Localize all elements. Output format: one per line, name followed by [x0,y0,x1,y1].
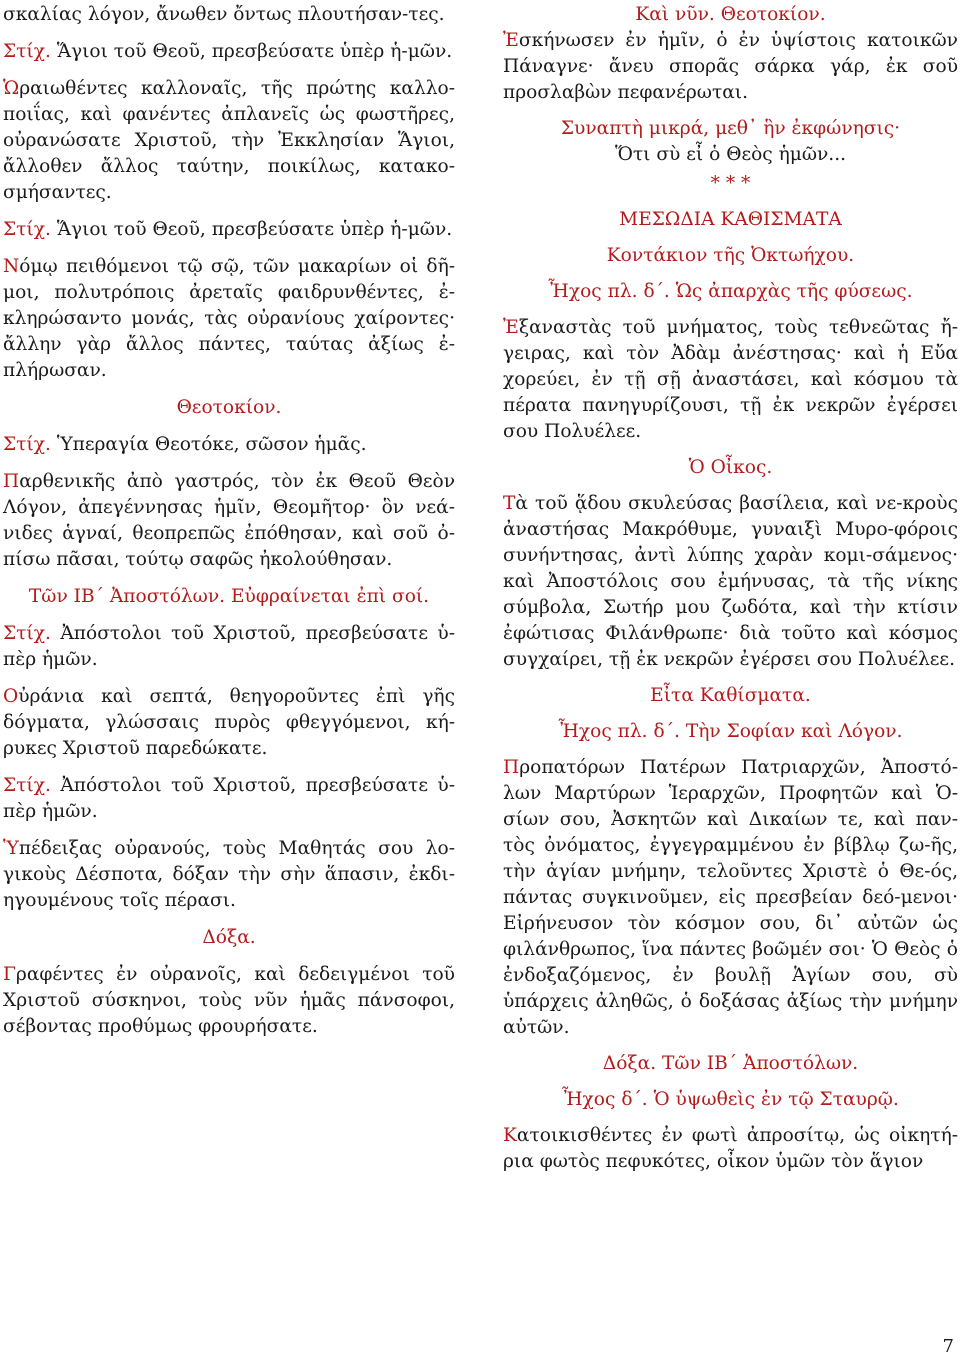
section-divider-stars: * * * [710,173,751,194]
kontakion-text: ξαναστὰς τοῦ μνήματος, τοὺς τεθνεῶτας ἤ-γειρας, καὶ τὸν Ἀδὰμ ἀνέστησας· καὶ ἡ Εὔα χορεύει, ἐν τῇ σῇ ἀναστάσει, καὶ κόσμου τὰ πέρατα πανηγυρίζουσι, τῇ ἐκ νεκρῶν ἐγέρσει σου Πολυέλεε. [503,317,958,442]
oikos-text: ὰ τοῦ ᾅδου σκυλεύσας βασίλεια, καὶ νε-κροὺς ἀναστήσας Μακρόθυμε, γυναιξὶ Μυρο-φόροις συνήντησας, ἀντὶ λύπης χαρὰν κομι-σάμενος· καὶ Ἀποστόλοις σου ἐμήνυσας, τὰ τῆς νίκης σύμβολα, Σωτήρ μου ζωδότα, καὶ τὴν κτίσιν ἐφώτισας Φιλάνθρωπε· διὰ τοῦτο καὶ κόσμος συγχαίρει, τῇ ἐκ νεκρῶν ἐγέρσει σου Πολυέλεε. [503,493,958,670]
verse-label: Στίχ. [3,775,51,796]
verse-label: Στίχ. [3,219,51,240]
kathisma [503,755,958,1041]
kathisma-text: ατοικισθέντες ἐν φωτὶ ἀπροσίτῳ, ὡς οἰκητή-ρια φωτὸς πεφυκότες, οἶκον ὑμῶν τὸν ἅγιον [503,1125,958,1172]
verse-text: Ὑπεραγία Θεοτόκε, σῶσον ἡμᾶς. [50,434,367,455]
troparion-text: ραιωθέντες καλλοναῖς, τῆς πρώτης καλλο-ποιΐας, καὶ φανέντες ἀπλανεῖς ὡς φωστῆρες, οὐρανώσατε Χριστοῦ, τὴν Ἐκκλησίαν Ἅγιοι, ἄλλοθεν ἄλλος ταύτην, ποικίλως, κατακο-σμήσαντες. [3,78,455,203]
drop-initial: Κ [503,1125,517,1146]
kathisma [503,1123,958,1175]
verse-text: Ἅγιοι τοῦ Θεοῦ, πρεσβεύσατε ὑπὲρ ἡ-μῶν. [50,219,453,240]
right-column [503,0,958,1175]
troparion-text: όμῳ πειθόμενοι τῷ σῷ, τῶν μακαρίων οἱ δῆ-μοι, πολυτρόποις ἀρεταῖς φαιδρυνθέντες, ἐ-κληρώσαντο μονάς, τὰς οὐρανίους χαίροντες· ἄλλην γὰρ ἄλλος πάντες, ταύτας ἀξίως ἐ-πλήρωσαν. [3,256,455,381]
verse [3,621,455,673]
left-column [3,0,455,1040]
verse-text: Ἅγιοι τοῦ Θεοῦ, πρεσβεύσατε ὑπὲρ ἡ-μῶν. [50,41,453,62]
troparion-text: ραφέντες ἐν οὐρανοῖς, καὶ δεδειγμένοι τοῦ Χριστοῦ σύσκηνοι, τοὺς νῦν ἡμᾶς πάνσοφοι, σέβοντας προθύμως φρουρήσατε. [3,964,455,1037]
oikos [503,491,958,673]
tone-heading: Ἦχος δ´. Ὁ ὑψωθεὶς ἐν τῷ Σταυρῷ. [562,1089,899,1110]
kathisma-text: ροπατόρων Πατέρων Πατριαρχῶν, Ἀποστό-λων Μαρτύρων Ἱεραρχῶν, Προφητῶν καὶ Ὁ-σίων σου, Ἀσκητῶν καὶ Δικαίων τε, καὶ παν-τὸς ὀνόματος, ἐγγεγραμμένου ἐν βίβλῳ ζω-ῆς, τὴν ἁγίαν μνήμην, τελοῦντες Χριστὲ ὁ Θε-ός, πάντας συγκινοῦμεν, εἰς πρεσβείαν δεό-μενοι· Εἰρήνευσον τὸν κόσμον σου, δι᾽ αὐτῶν ὡς φιλάνθρωπος, ἵνα πάντες βοῶμέν σοι· Ὁ Θεὸς ὁ ἐνδοξαζόμενος, ἐν βουλῇ Ἁγίων σου, σὺ ὑπάρχεις ἀληθῶς, ὁ δοξάσας ἀξίως τὴν μνήμην αὐτῶν. [503,757,958,1038]
troparion-text: αρθενικῆς ἀπὸ γαστρός, τὸν ἐκ Θεοῦ Θεὸν Λόγον, ἀπεγέννησας ἡμῖν, Θεομῆτορ· ὃν νεά-νιδες ἁγναί, θεοπρεπῶς ἐπόθησαν, καὶ σοῦ ὀ-πίσω πᾶσαι, τούτῳ σαφῶς ἠκολούθησαν. [3,471,455,570]
rubric-heading: Συναπτὴ μικρά, μεθ᾽ ἣν ἐκφώνησις· [560,118,901,139]
verse-label: Στίχ. [3,41,51,62]
section-heading: Ὁ Οἶκος. [688,457,773,478]
drop-initial: Ὑ [3,838,19,859]
drop-initial: Π [503,757,520,778]
troparion-text: πέδειξας οὐρανούς, τοὺς Μαθητάς σου λο-γικοὺς Δέσποτα, δόξαν τὴν σὴν ἅπασιν, ἐκδι-ηγουμένους τοῖς πέρασι. [3,838,455,911]
verse-label: Στίχ. [3,623,51,644]
section-heading: Εἶτα Καθίσματα. [650,685,811,706]
drop-initial: Π [3,471,20,492]
verse [3,217,455,243]
drop-initial: Ὡ [3,78,20,99]
tone-heading: Ἦχος πλ. δ´. Τὴν Σοφίαν καὶ Λόγον. [558,721,903,742]
drop-initial: Ο [3,686,19,707]
troparion [3,254,455,384]
section-heading: Θεοτοκίον. [176,397,282,418]
troparion [3,469,455,573]
page-number: 7 [942,1336,954,1357]
section-heading: Δόξα. [202,927,256,948]
drop-initial: Ἐ [503,30,519,51]
verse [3,773,455,825]
kontakion [503,315,958,445]
drop-initial: Τ [503,493,516,514]
troparion [3,76,455,206]
drop-initial: Γ [3,964,16,985]
section-heading: Τῶν ΙΒ´ Ἀποστόλων. Εὐφραίνεται ἐπὶ σοί. [28,586,430,607]
section-heading: Καὶ νῦν. Θεοτοκίον. [635,4,826,25]
drop-initial: Ν [3,256,20,277]
verse-label: Στίχ. [3,434,51,455]
section-heading: Κοντάκιον τῆς Ὀκτωήχου. [606,245,855,266]
troparion [3,836,455,914]
verse [3,39,455,65]
verse [3,432,455,458]
verse-text: Ἀπόστολοι τοῦ Χριστοῦ, πρεσβεύσατε ὑ-πὲρ ἡμῶν. [3,775,455,822]
main-section-heading: ΜΕΣΩΔΙΑ ΚΑΘΙΣΜΑΤΑ [619,209,842,230]
troparion-text: σκήνωσεν ἐν ἡμῖν, ὁ ἐν ὑψίστοις κατοικῶν Πάναγνε· ἄνευ σπορᾶς σάρκα γάρ, ἐκ σοῦ προσλαβὼν πεφανέρωται. [503,30,958,103]
hymn-text: σκαλίας λόγον, ἄνωθεν ὄντως πλουτήσαν-τες. [3,4,445,25]
drop-initial: Ἐ [503,317,519,338]
troparion [3,684,455,762]
section-heading: Δόξα. Τῶν ΙΒ´ Ἀποστόλων. [602,1053,859,1074]
exclamation-text: Ὅτι σὺ εἶ ὁ Θεὸς ἡμῶν... [614,144,847,165]
verse-text: Ἀπόστολοι τοῦ Χριστοῦ, πρεσβεύσατε ὑ-πὲρ ἡμῶν. [3,623,455,670]
troparion [503,28,958,106]
tone-heading: Ἦχος πλ. δ´. Ὡς ἀπαρχὰς τῆς φύσεως. [548,281,913,302]
troparion [3,962,455,1040]
troparion-text: ὐράνια καὶ σεπτά, θεηγοροῦντες ἐπὶ γῆς δόγματα, γλώσσαις πυρὸς φθεγγόμενοι, κή-ρυκες Χριστοῦ παρεδώκατε. [3,686,455,759]
